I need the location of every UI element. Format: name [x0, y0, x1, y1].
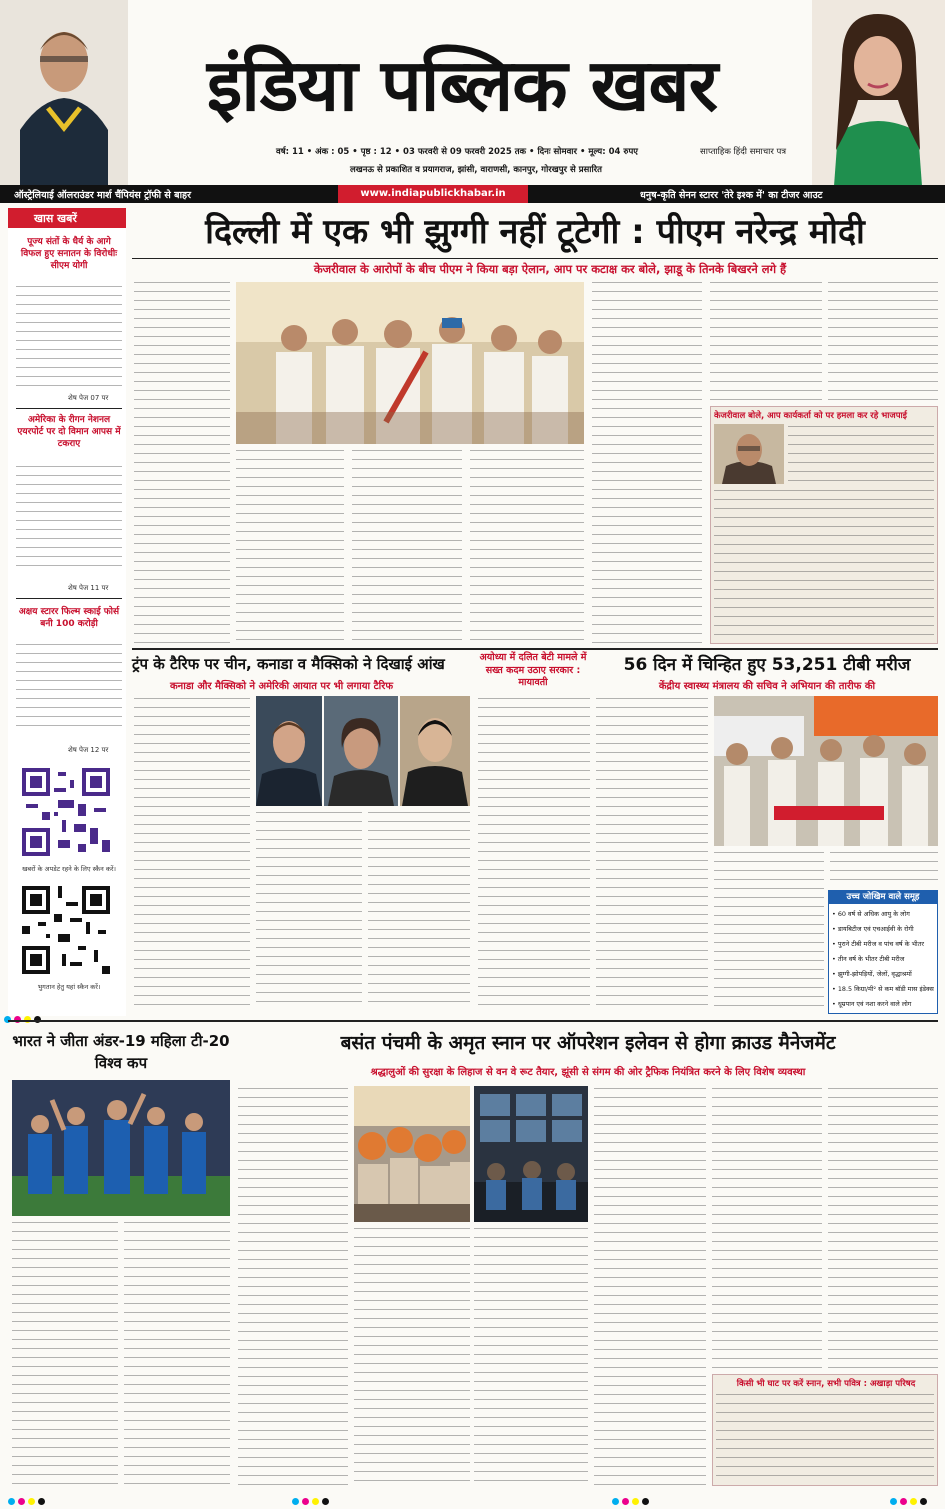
tb-body-col-3 [830, 852, 938, 888]
tb-risk-item: • झुग्गी-झोपड़ियों, जेलों, वृद्धाश्रमों [832, 970, 912, 978]
kumbh-body-col-1 [238, 1088, 348, 1486]
tb-body-col-2 [714, 852, 824, 1010]
registration-marks [292, 1490, 332, 1509]
lead-headline-rule [132, 258, 938, 259]
website-link[interactable]: www.indiapublickhabar.in [360, 188, 506, 199]
tb-risk-item: • तीन वर्ष के भीतर टीबी मरीज [832, 955, 905, 963]
kumbh-body-col-6 [828, 1088, 938, 1370]
sidebar-item-2-continued[interactable]: शेष पेज 11 पर [68, 584, 109, 592]
registration-marks [8, 1490, 48, 1509]
masthead-title: इंडिया पब्लिक खबर [206, 43, 718, 127]
sheinbaum-photo [324, 696, 398, 806]
registration-marks [890, 1490, 930, 1509]
lead-body-col-1 [134, 282, 230, 644]
tb-risk-item: • धूम्रपान एवं नशा करने वाले लोग [832, 1000, 912, 1008]
masthead-meta-line: वर्ष: 11 • अंक : 05 • पृष्ठ : 12 • 03 फरवरी से 09 फरवरी 2025 तक • दिनः सोमवार • मूल्य: 04 रुपए [276, 147, 638, 157]
qr-news-caption: खबरों के अपडेट रहने के लिए स्कैन करें। [22, 865, 116, 873]
kumbh-control-room-photo [474, 1086, 588, 1222]
left-teaser: ऑस्ट्रेलियाई ऑलराउंडर मार्श चैंपियंस ट्रॉफी से बाहर [14, 190, 191, 201]
kumbh-body-col-5 [712, 1088, 822, 1370]
trump-body-col-2 [256, 812, 362, 1010]
lead-inset-headline[interactable]: केजरीवाल बोले, आप कार्यकर्ता को पर हमला कर रहे भाजपाई [714, 411, 907, 421]
tb-headline[interactable]: 56 दिन में चिन्हित हुए 53,251 टीबी मरीज [623, 655, 911, 675]
ayodhya-headline[interactable]: अयोध्या में दलित बेटी मामले में सख्त कदम उठाए सरकार : मायावती [479, 652, 587, 688]
kejriwal-photo [714, 424, 784, 484]
sidebar-item-1-continued[interactable]: शेष पेज 07 पर [68, 394, 109, 402]
sidebar-item-3-continued[interactable]: शेष पेज 12 पर [68, 746, 109, 754]
cricket-team-photo [12, 1080, 230, 1216]
lead-inset-body-b [714, 490, 934, 638]
lead-body-col-5 [592, 282, 702, 644]
tb-risk-box-title: उच्च जोखिम वाले समूह [846, 892, 920, 902]
sidebar-divider [16, 598, 122, 599]
tb-risk-list [832, 907, 936, 1012]
tb-subhead: केंद्रीय स्वास्थ्य मंत्रालय की सचिव ने अभियान की तारीफ की [658, 681, 876, 692]
ayodhya-body [478, 698, 590, 1010]
tb-body-col-1 [596, 698, 708, 1010]
tb-risk-item: • 60 वर्ष से अधिक आयु के लोग [832, 910, 910, 918]
sidebar-item-1-body [16, 286, 122, 390]
lead-headline[interactable]: दिल्ली में एक भी झुग्गी नहीं टूटेगी : पीएम नरेन्द्र मोदी [205, 212, 865, 252]
tb-risk-item: • 18.5 किग्रा/मी² से कम बॉडी मास इंडेक्स [832, 985, 934, 993]
tb-risk-item: • पुराने टीबी मरीज व पांच वर्ष के भीतर [832, 940, 924, 948]
lead-body-col-2 [236, 450, 344, 644]
cricket-headline[interactable]: भारत ने जीता अंडर-19 महिला टी-20 विश्व कप [12, 1032, 230, 1072]
trump-body-col-3 [368, 812, 470, 1010]
kumbh-inset-headline[interactable]: किसी भी घाट पर करें स्नान, सभी पवित्र : अखाड़ा परिषद [736, 1379, 916, 1389]
weekly-tag: साप्ताहिक हिंदी समाचार पत्र [700, 147, 787, 157]
qr-payment-caption: भुगतान हेतु यहां स्कैन करें। [37, 983, 101, 991]
cricket-body-col-2 [124, 1222, 230, 1486]
lead-body-col-7 [828, 282, 938, 406]
sidebar-item-1-headline[interactable]: पूज्य संतों के धैर्य के आगे विफल हुए सनातन के विरोधीः सीएम योगी [20, 237, 118, 271]
actress-photo [812, 0, 945, 186]
kumbh-crowd-photo [354, 1086, 470, 1222]
section-rule [8, 1020, 938, 1022]
xi-jinping-photo [400, 696, 470, 806]
trump-subhead: कनाडा और मैक्सिको ने अमेरिकी आयात पर भी लगाया टैरिफ [170, 681, 394, 692]
lead-body-col-4b [470, 450, 584, 644]
lead-body-col-6 [710, 282, 822, 406]
cricketer-photo [0, 0, 128, 186]
sidebar-divider [16, 408, 122, 409]
lead-inset-body-a [788, 426, 934, 484]
qr-code-news[interactable] [18, 764, 114, 860]
registration-marks [612, 1490, 652, 1509]
lead-subhead: केजरीवाल के आरोपों के बीच पीएम ने किया बड़ा ऐलान, आप पर कटाक्ष कर बोले, झाडू के तिनके बिखरने लगे हैं [313, 262, 787, 276]
registration-marks [4, 1008, 44, 1027]
kumbh-body-col-4 [594, 1088, 706, 1486]
kumbh-body-col-2 [354, 1228, 470, 1486]
cricket-body-col-1 [12, 1222, 118, 1486]
sidebar-header-label: खास खबरें [34, 212, 77, 225]
published-from-line: लखनऊ से प्रकाशित व प्रयागराज, झांसी, वाराणसी, कानपुर, गोरखपुर से प्रसारित [349, 165, 603, 175]
sidebar-item-3-body [16, 644, 122, 734]
kumbh-inset-body [716, 1394, 934, 1482]
trump-headline[interactable]: ट्रंप के टैरिफ पर चीन, कनाडा व मैक्सिको ने दिखाई आंख [132, 655, 445, 673]
kumbh-body-col-3 [474, 1228, 588, 1486]
trudeau-photo [256, 696, 322, 806]
sidebar-item-2-body [16, 466, 122, 574]
trump-body-col-1 [134, 698, 250, 1010]
section-rule [132, 648, 938, 650]
kumbh-subhead: श्रद्धालुओं की सुरक्षा के लिहाज से वन वे रूट तैयार, झूंसी से संगम की ओर ट्रैफिक नियंत्रित करने के लिए विशेष व्यवस्था [370, 1067, 806, 1078]
tb-campaign-photo [714, 696, 938, 846]
right-teaser: धनुष-कृति सेनन स्टारर 'तेरे इश्क में' का टीजर आउट [640, 190, 823, 201]
qr-code-payment[interactable] [18, 882, 114, 978]
lead-body-col-3 [352, 450, 462, 644]
tb-risk-item: • डायबिटीज एवं एचआईवी के रोगी [832, 925, 914, 933]
sidebar-item-3-headline[interactable]: अक्षय स्टारर फिल्म स्काई फोर्स बनी 100 करोड़ी [18, 607, 120, 629]
sidebar-item-2-headline[interactable]: अमेरिका के रीगन नेशनल एयरपोर्ट पर दो विमान आपस में टकराए [17, 415, 121, 449]
kumbh-headline[interactable]: बसंत पंचमी के अमृत स्नान पर ऑपरेशन इलेवन से होगा क्राउड मैनेजमेंट [340, 1032, 836, 1054]
